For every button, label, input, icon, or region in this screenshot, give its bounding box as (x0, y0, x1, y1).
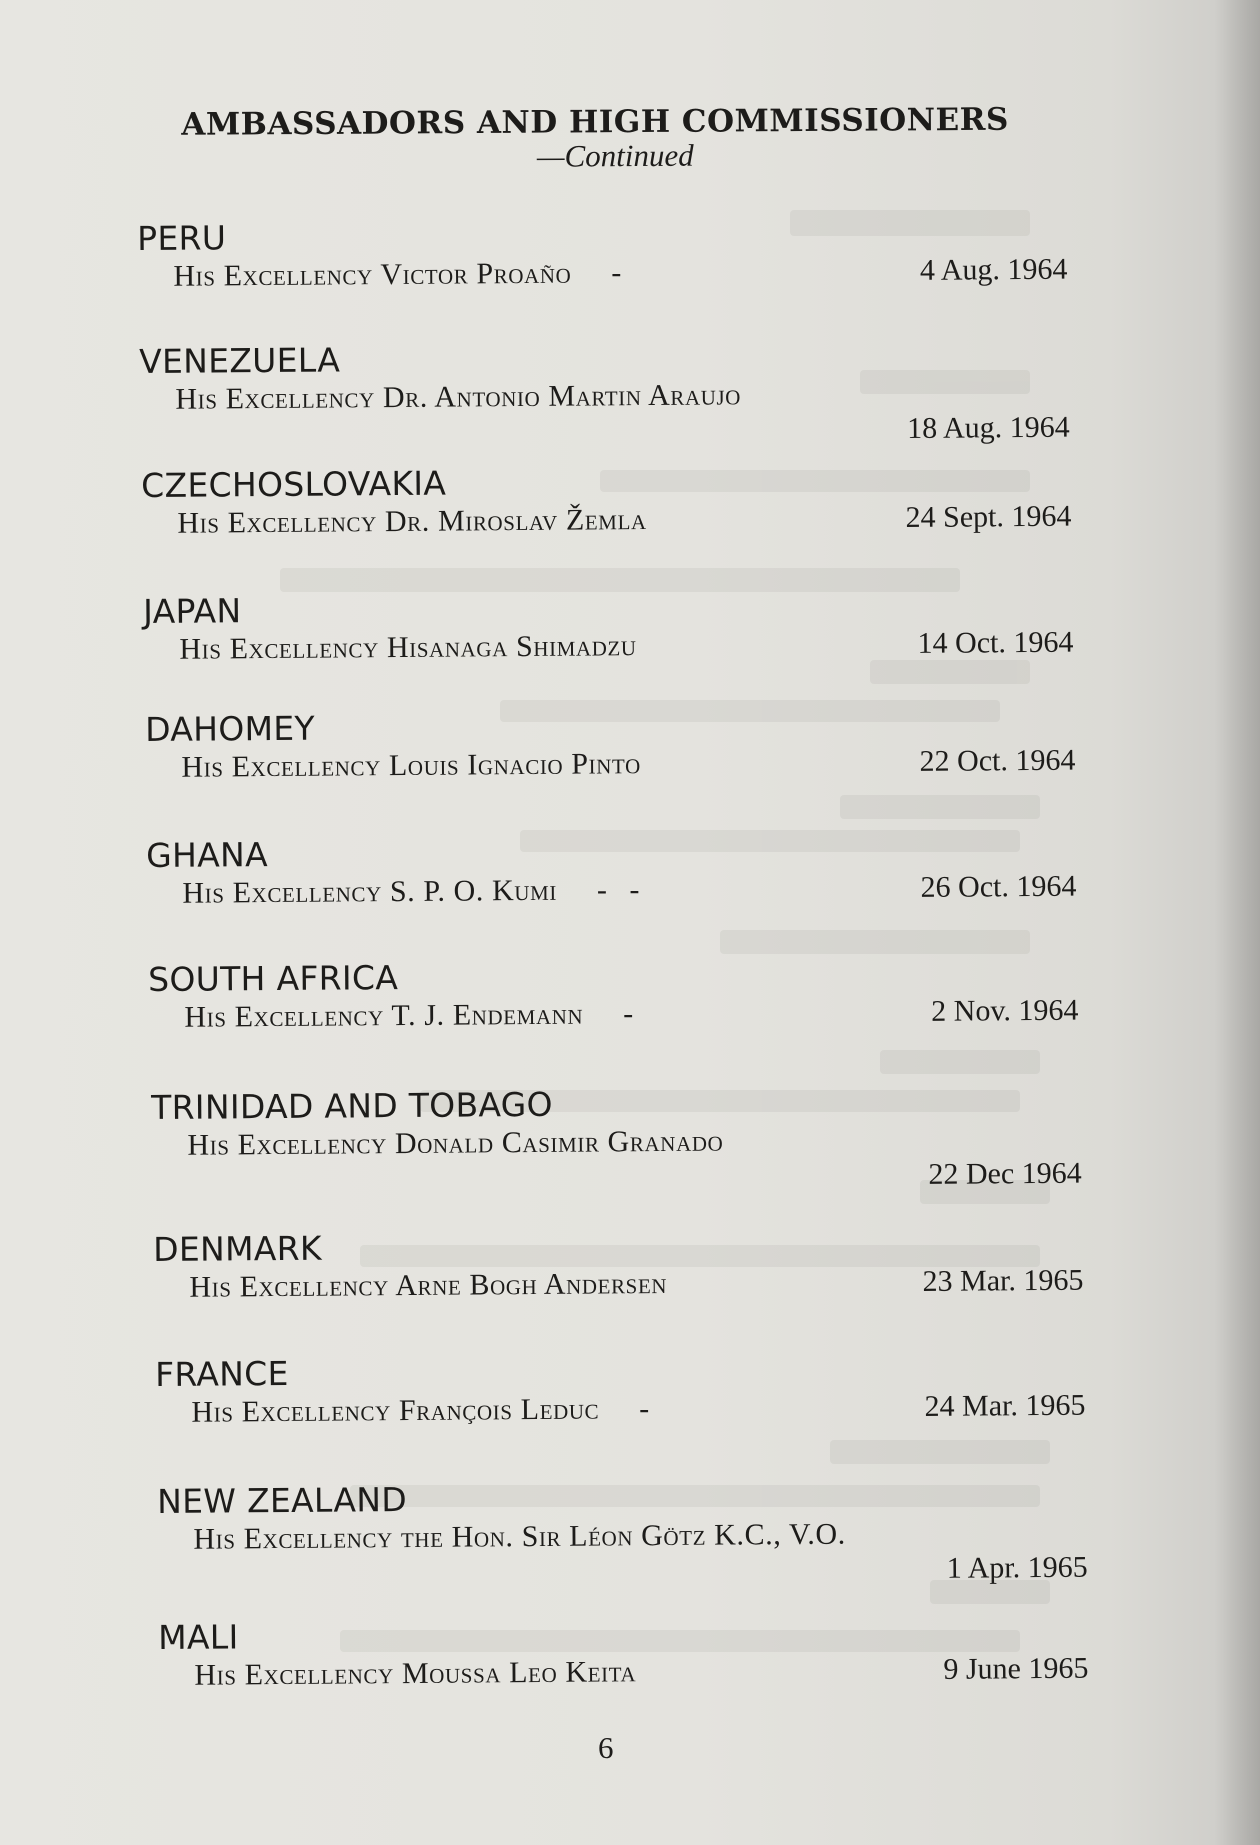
appointment-date: 22 Oct. 1964 (919, 743, 1076, 778)
appointment-date: 18 Aug. 1964 (907, 410, 1070, 445)
holder-line (182, 869, 1076, 912)
holder-line (184, 993, 1078, 1036)
appointment-date: 26 Oct. 1964 (920, 869, 1077, 904)
country-name: FRANCE (155, 1353, 289, 1394)
list-item (158, 1611, 1089, 1694)
ambassador-name: His Excellency T. J. Endemann (184, 997, 584, 1034)
list-item (155, 1348, 1086, 1431)
section-title: AMBASSADORS AND HIGH COMMISSIONERS (181, 101, 1009, 143)
list-item (145, 703, 1076, 786)
leader-dash: - (611, 256, 622, 290)
appointment-date: 2 Nov. 1964 (931, 993, 1079, 1028)
country-name: TRINIDAD AND TOBAGO (151, 1084, 554, 1127)
appointment-date: 24 Mar. 1965 (924, 1388, 1086, 1423)
list-item (146, 829, 1077, 912)
country-name: GHANA (146, 835, 269, 875)
list-item (137, 212, 1068, 295)
list-item (148, 953, 1079, 1036)
country-name: MALI (158, 1617, 239, 1657)
ambassador-name: His Excellency Donald Casimir Granado (187, 1124, 724, 1162)
leader-dash: - (639, 1392, 650, 1426)
ambassador-name: His Excellency Arne Bogh Andersen (189, 1266, 668, 1304)
appointment-date: 14 Oct. 1964 (917, 625, 1074, 660)
list-item (157, 1475, 1088, 1592)
ambassador-name: His Excellency Dr. Miroslav Žemla (177, 503, 647, 540)
appointment-date: 23 Mar. 1965 (922, 1263, 1084, 1298)
holder-line (177, 499, 1071, 542)
leader-dash: - (623, 997, 634, 1031)
ambassador-name: His Excellency Dr. Antonio Martin Araujo (175, 378, 742, 416)
page-number: 6 (598, 1730, 614, 1765)
list-item (139, 335, 1070, 452)
ambassador-name: His Excellency Louis Ignacio Pinto (181, 747, 641, 784)
country-name: NEW ZEALAND (157, 1480, 408, 1521)
appointment-date: 1 Apr. 1965 (946, 1550, 1088, 1585)
date-row (140, 411, 1070, 452)
appointment-date: 22 Dec 1964 (928, 1156, 1082, 1191)
holder-line (179, 625, 1073, 668)
holder-line (189, 1263, 1083, 1306)
country-name: JAPAN (143, 591, 242, 631)
date-row (158, 1551, 1088, 1592)
ambassador-name: His Excellency Moussa Leo Keita (194, 1655, 637, 1692)
holder-line (194, 1651, 1088, 1694)
country-name: PERU (137, 218, 227, 258)
holder-line (181, 743, 1075, 786)
ambassador-name: His Excellency Victor Proaño (173, 256, 572, 293)
country-name: DAHOMEY (145, 708, 316, 749)
holder-line (173, 252, 1067, 295)
country-name: DENMARK (153, 1228, 322, 1269)
appointment-date: 24 Sept. 1964 (905, 499, 1072, 534)
date-row (152, 1157, 1082, 1198)
appointment-date: 4 Aug. 1964 (919, 252, 1068, 287)
country-name: SOUTH AFRICA (148, 958, 399, 999)
ambassador-name: His Excellency the Hon. Sir Léon Götz K.C., V.O. (193, 1517, 846, 1556)
section-subtitle: —Continued (536, 137, 694, 174)
ambassador-name: His Excellency François Leduc (191, 1392, 600, 1429)
leader-dash: - - (596, 873, 640, 907)
country-name: VENEZUELA (139, 340, 341, 381)
country-name: CZECHOSLOVAKIA (141, 463, 447, 505)
ambassador-name: His Excellency Hisanaga Shimadzu (179, 629, 637, 666)
appointment-date: 9 June 1965 (943, 1651, 1089, 1686)
list-item (153, 1223, 1084, 1306)
holder-line (191, 1388, 1085, 1431)
list-item (151, 1081, 1082, 1198)
ambassador-name: His Excellency S. P. O. Kumi (182, 873, 558, 910)
list-item (141, 459, 1072, 542)
list-item (143, 585, 1074, 668)
